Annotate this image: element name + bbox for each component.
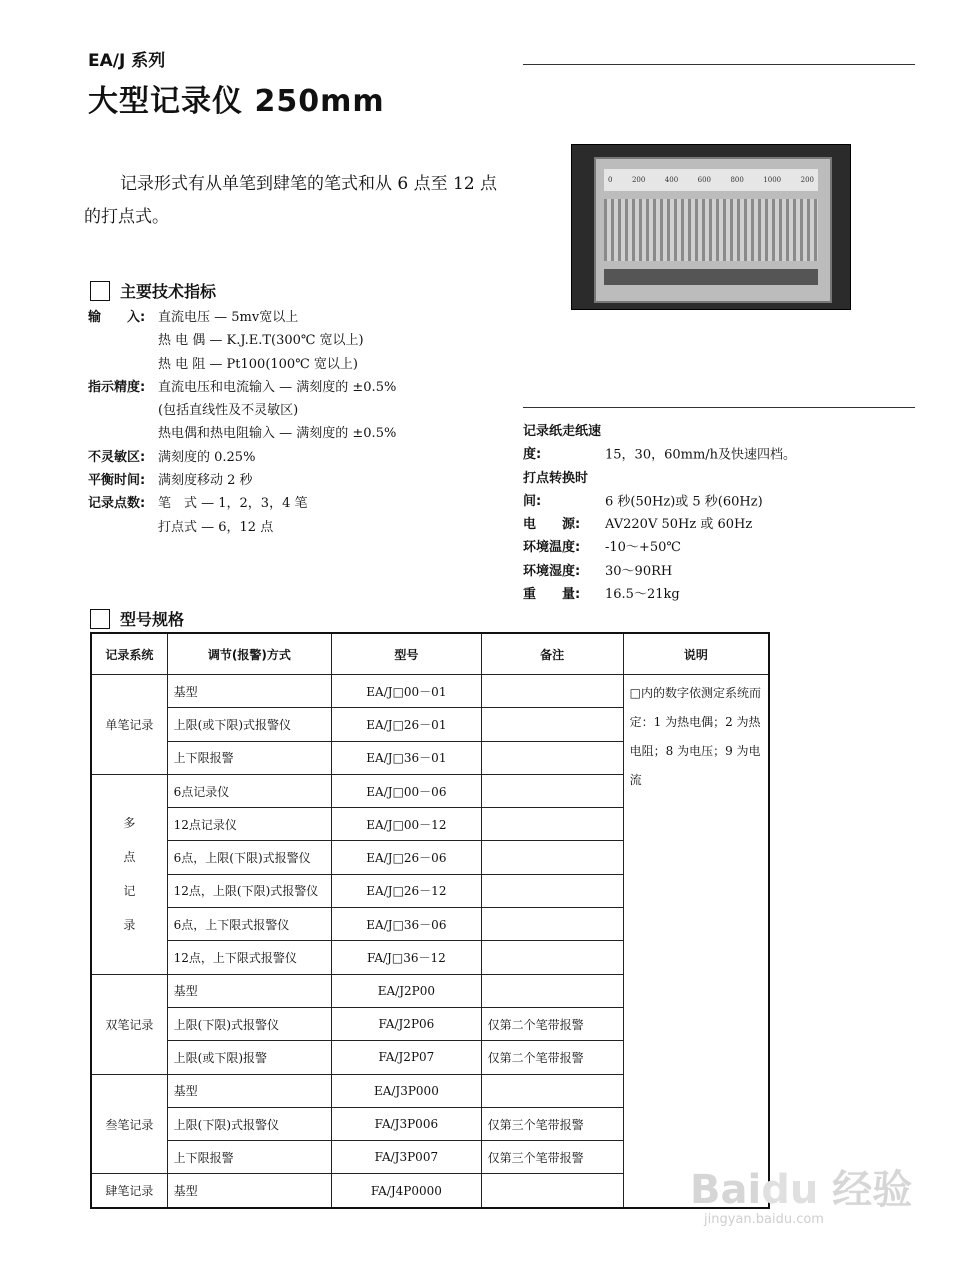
spec-value: (包括直线性及不灵敏区) [158, 403, 299, 419]
spec-line [523, 420, 923, 467]
remark-cell [481, 774, 623, 807]
spec-line [88, 376, 528, 399]
model-cell: EA/J□00－06 [332, 774, 482, 807]
model-cell: FA/J4P0000 [332, 1174, 482, 1208]
spec-line [88, 306, 528, 329]
specs-left [88, 306, 528, 539]
spec-value: 满刻度的 0.25% [158, 449, 256, 465]
watermark-logo: Baidu 经验 [690, 1167, 913, 1213]
page-title: 大型记录仪 250mm [88, 84, 385, 119]
spec-line [88, 422, 528, 445]
series-label: EA/J 系列 [88, 51, 166, 71]
spec-line [523, 583, 923, 606]
mode-cell: 12点，上限(下限)式报警仪 [167, 874, 332, 907]
spec-value: AV220V 50Hz 或 60Hz [605, 517, 753, 533]
table-header: 记录系统 [91, 633, 167, 675]
model-cell: EA/J□36－06 [332, 908, 482, 941]
remark-cell [481, 741, 623, 774]
spec-value: -10～+50℃ [605, 540, 681, 556]
specs-right [523, 420, 923, 606]
remark-cell [481, 708, 623, 741]
spec-value: 热 电 阻 — Pt100(100℃ 宽以上) [158, 356, 358, 372]
spec-line [88, 399, 528, 422]
model-cell: FA/J□36－12 [332, 941, 482, 974]
spec-key: 环境湿度: [523, 563, 581, 579]
system-cell: 肆笔记录 [91, 1174, 167, 1208]
remark-cell: 仅第二个笔带报警 [481, 1007, 623, 1040]
remark-cell [481, 1074, 623, 1107]
spec-value: 热 电 偶 — K.J.E.T(300℃ 宽以上) [158, 333, 364, 349]
system-cell: 多 点 记 录 [91, 774, 167, 974]
section-models [90, 607, 184, 630]
model-cell: EA/J□36－01 [332, 741, 482, 774]
mode-cell: 上下限报警 [167, 741, 332, 774]
table-header: 备注 [481, 633, 623, 675]
mode-cell: 6点，上下限式报警仪 [167, 908, 332, 941]
spec-value: 满刻度移动 2 秒 [158, 473, 253, 489]
remark-cell [481, 874, 623, 907]
recorder-window [594, 157, 832, 303]
mode-cell: 6点记录仪 [167, 774, 332, 807]
spec-line [88, 446, 528, 469]
model-cell: EA/J3P000 [332, 1074, 482, 1107]
spec-line [88, 516, 528, 539]
spec-key: 不灵敏区: [88, 449, 146, 465]
spec-key: 平衡时间: [88, 473, 146, 489]
spec-line [88, 329, 528, 352]
section-tech-specs [90, 279, 216, 302]
recorder-scale [604, 169, 818, 191]
model-cell: EA/J□00－12 [332, 808, 482, 841]
mode-cell: 上限(下限)式报警仪 [167, 1107, 332, 1140]
model-cell: EA/J2P00 [332, 974, 482, 1007]
spec-value: 30～90RH [605, 563, 673, 579]
spec-key: 输 入: [88, 310, 146, 325]
spec-value: 直流电压 — 5mv宽以上 [158, 310, 299, 325]
table-header: 调节(报警)方式 [167, 633, 332, 675]
remark-cell [481, 841, 623, 874]
mode-cell: 12点，上下限式报警仪 [167, 941, 332, 974]
mode-cell: 6点，上限(下限)式报警仪 [167, 841, 332, 874]
model-table [90, 632, 770, 1209]
spec-key: 电 源: [523, 517, 581, 533]
scale-tick: 800 [730, 176, 744, 184]
scale-tick: 200 [800, 176, 814, 184]
top-rule [523, 64, 915, 65]
spec-line [523, 467, 923, 514]
system-cell: 叁笔记录 [91, 1074, 167, 1174]
spec-line [88, 353, 528, 376]
spec-line [523, 513, 923, 536]
spec-key: 重 量: [523, 587, 581, 603]
checkbox-icon [90, 609, 110, 629]
spec-line [88, 492, 528, 515]
mode-cell: 基型 [167, 675, 332, 708]
recorder-photo [571, 144, 851, 310]
mode-cell: 上限(或下限)报警 [167, 1041, 332, 1074]
remark-cell: 仅第三个笔带报警 [481, 1107, 623, 1140]
remark-cell: 仅第三个笔带报警 [481, 1141, 623, 1174]
mode-cell: 基型 [167, 1074, 332, 1107]
table-header: 型号 [332, 633, 482, 675]
spec-value: 直流电压和电流输入 — 满刻度的 ±0.5% [158, 379, 397, 395]
scale-tick: 1000 [763, 176, 782, 184]
spec-key: 记录点数: [88, 496, 146, 512]
recorder-base [604, 269, 818, 285]
mode-cell: 12点记录仪 [167, 808, 332, 841]
mode-cell: 基型 [167, 974, 332, 1007]
spec-line [523, 560, 923, 583]
scale-tick: 600 [697, 176, 711, 184]
mode-cell: 基型 [167, 1174, 332, 1208]
remark-cell [481, 808, 623, 841]
spec-key: 打点转换时间: [523, 470, 589, 509]
spec-value: 热电偶和热电阻输入 — 满刻度的 ±0.5% [158, 426, 397, 442]
spec-key: 环境温度: [523, 540, 581, 556]
remark-cell [481, 908, 623, 941]
scale-tick: 400 [664, 176, 679, 184]
mid-rule [523, 407, 915, 408]
spec-line [88, 469, 528, 492]
note-cell: □内的数字依测定系统而定：1 为热电偶；2 为热电阻；8 为电压；9 为电流 [623, 675, 769, 1208]
scale-tick: 0 [608, 176, 613, 184]
spec-key: 记录纸走纸速度: [523, 424, 602, 463]
spec-value: 6 秒(50Hz)或 5 秒(60Hz) [605, 493, 763, 509]
model-cell: EA/J□00－01 [332, 675, 482, 708]
spec-value: 15，30，60mm/h及快速四档。 [605, 447, 797, 463]
model-cell: FA/J3P006 [332, 1107, 482, 1140]
watermark-url: jingyan.baidu.com [704, 1212, 824, 1227]
mode-cell: 上限(或下限)式报警仪 [167, 708, 332, 741]
mode-cell: 上限(下限)式报警仪 [167, 1007, 332, 1040]
spec-value: 16.5～21kg [605, 587, 680, 603]
table-header: 说明 [623, 633, 769, 675]
spec-value: 打点式 — 6，12 点 [158, 519, 274, 535]
remark-cell: 仅第二个笔带报警 [481, 1041, 623, 1074]
section-title: 型号规格 [120, 610, 185, 629]
system-cell: 单笔记录 [91, 675, 167, 775]
table-header-row [91, 633, 769, 675]
remark-cell [481, 675, 623, 708]
model-cell: FA/J3P007 [332, 1141, 482, 1174]
spec-key: 指示精度: [88, 379, 146, 395]
model-cell: EA/J□26－06 [332, 841, 482, 874]
table-row [91, 675, 769, 708]
mode-cell: 上下限报警 [167, 1141, 332, 1174]
model-cell: FA/J2P06 [332, 1007, 482, 1040]
recorder-chart-drum [604, 199, 818, 261]
intro-text: 记录形式有从单笔到肆笔的笔式和从 6 点至 12 点的打点式。 [84, 174, 498, 227]
spec-value: 笔 式 — 1，2，3，4 笔 [158, 496, 308, 512]
remark-cell [481, 1174, 623, 1208]
checkbox-icon [90, 281, 110, 301]
system-cell: 双笔记录 [91, 974, 167, 1074]
model-cell: FA/J2P07 [332, 1041, 482, 1074]
model-cell: EA/J□26－12 [332, 874, 482, 907]
scale-tick: 200 [631, 176, 646, 184]
spec-line [523, 536, 923, 559]
model-cell: EA/J□26－01 [332, 708, 482, 741]
remark-cell [481, 974, 623, 1007]
remark-cell [481, 941, 623, 974]
section-title: 主要技术指标 [120, 282, 217, 301]
